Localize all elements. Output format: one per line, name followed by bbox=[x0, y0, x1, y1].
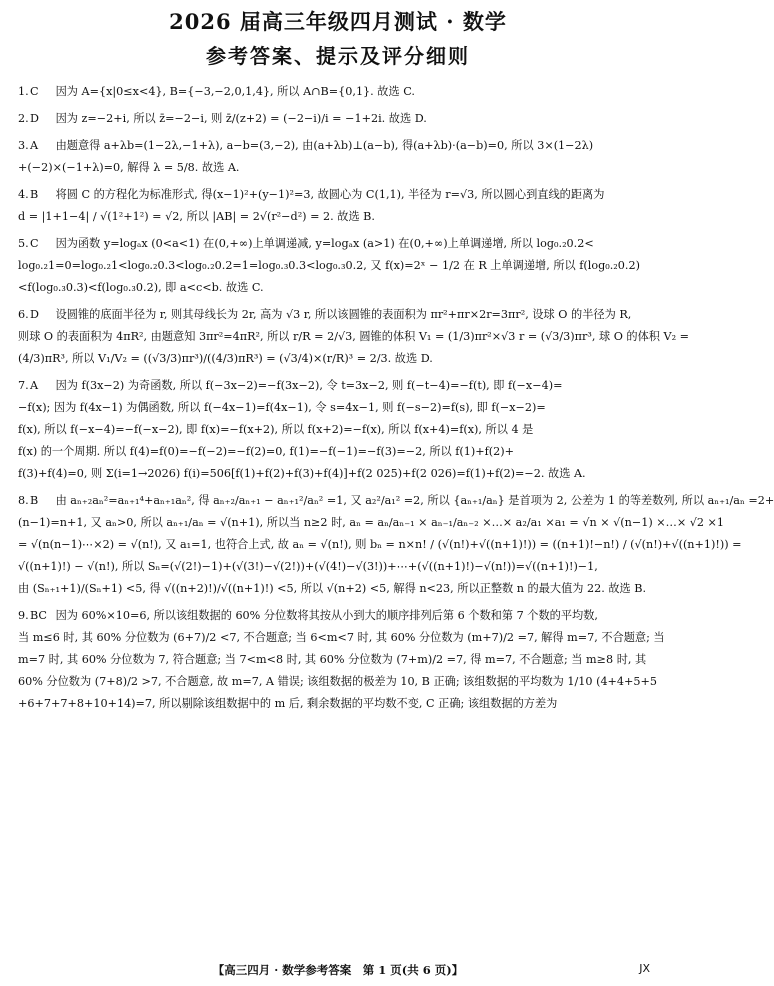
question-answer: C bbox=[30, 237, 39, 250]
question-number: 8. bbox=[18, 494, 29, 507]
answer-item-9 bbox=[18, 608, 665, 712]
question-number: 7. bbox=[18, 379, 29, 392]
explanation-line: f(3)+f(4)=0, 则 Σ(i=1→2026) f(i)=506[f(1)+f(2)+f(3)+f(4)]+f(2 025)+f(2 026)=f(1)+f(2)=−2. 故选 A. bbox=[18, 467, 586, 480]
explanation-line: 因为 z=−2+i, 所以 z̄=−2−i, 则 z̄/(z+2) = (−2−i)/i = −1+2i. 故选 D. bbox=[55, 112, 427, 125]
explanation-line: √((n+1)!) − √(n!), 所以 Sₙ=(√(2!)−1)+(√(3!)−√(2!))+(√(4!)−√(3!))+⋯+(√((n+1)!)−√(n!))=√((n+1)!)−1, bbox=[18, 560, 598, 573]
explanation-line: 设圆锥的底面半径为 r, 则其母线长为 2r, 高为 √3 r, 所以该圆锥的表面积为 πr²+πr×2r=3πr², 设球 O 的半径为 R, bbox=[55, 308, 632, 321]
footer-text: 【高三四月 · 数学参考答案 第 1 页(共 6 页)】 bbox=[212, 963, 464, 977]
question-number: 4. bbox=[18, 188, 29, 201]
document-subtitle: 参考答案、提示及评分细则 bbox=[206, 44, 470, 68]
explanation-line: 60% 分位数为 (7+8)/2 >7, 不合题意, 故 m=7, A 错误; 该组数据的极差为 10, B 正确; 该组数据的平均数为 1/10 (4+4+5+5 bbox=[18, 675, 658, 688]
question-answer: A bbox=[30, 379, 39, 392]
explanation-line: f(x), 所以 f(−x−4)=−f(−x−2), 即 f(x)=−f(x+2), 所以 f(x+2)=−f(x), 所以 f(x+4)=f(x), 所以 4 是 bbox=[18, 423, 534, 436]
explanation-line: f(x) 的一个周期. 所以 f(4)=f(0)=−f(−2)=−f(2)=0, f(1)=−f(−1)=−f(3)=−2, 所以 f(1)+f(2)+ bbox=[18, 445, 514, 458]
question-answer: C bbox=[30, 85, 39, 98]
explanation-line: m=7 时, 其 60% 分位数为 7, 符合题意; 当 7<m<8 时, 其 60% 分位数为 (7+m)/2 =7, 得 m=7, 不合题意; 当 m≥8 时, 其 bbox=[18, 653, 647, 666]
question-number: 1. bbox=[18, 85, 29, 98]
document-title: 2026 届高三年级四月测试 · 数学 bbox=[169, 9, 507, 34]
explanation-line: 因为 f(3x−2) 为奇函数, 所以 f(−3x−2)=−f(3x−2), 令 t=3x−2, 则 f(−t−4)=−f(t), 即 f(−x−4)= bbox=[55, 379, 563, 392]
answer-item-6 bbox=[18, 307, 690, 367]
answer-item-4 bbox=[18, 187, 658, 225]
answer-item-2 bbox=[18, 111, 658, 127]
explanation-line: 由 aₙ₊₂aₙ²=aₙ₊₁⁴+aₙ₊₁aₙ², 得 aₙ₊₂/aₙ₊₁ − aₙ₊₁²/aₙ² =1, 又 a₂²/a₁² =2, 所以 {aₙ₊₁/aₙ} 是首项为 2, 公差为 1 的等差数列, 所以 aₙ₊₁/aₙ =2+ bbox=[55, 494, 774, 507]
explanation-line: +(−2)×(−1+λ)=0, 解得 λ = 5/8. 故选 A. bbox=[18, 161, 240, 174]
explanation-line: 由题意得 a+λb=(1−2λ,−1+λ), a−b=(3,−2), 由(a+λb)⊥(a−b), 得(a+λb)·(a−b)=0, 所以 3×(1−2λ) bbox=[55, 139, 594, 152]
question-answer: B bbox=[30, 188, 39, 201]
answer-item-7 bbox=[18, 378, 658, 482]
explanation-line: d = |1+1−4| / √(1²+1²) = √2, 所以 |AB| = 2√(r²−d²) = 2. 故选 B. bbox=[18, 210, 375, 223]
explanation-line: 因为函数 y=logₐx (0<a<1) 在(0,+∞)上单调递减, y=logₐx (a>1) 在(0,+∞)上单调递增, 所以 log₀.₂0.2< bbox=[55, 237, 594, 250]
explanation-line: 由 (Sₙ₊₁+1)/(Sₙ+1) <5, 得 √((n+2)!)/√((n+1)!) <5, 所以 √(n+2) <5, 解得 n<23, 所以正整数 n 的最大值为 22. 故选 B. bbox=[18, 582, 647, 595]
explanation-line: = √(n(n−1)⋯×2) = √(n!), 又 a₁=1, 也符合上式, 故 aₙ = √(n!), 则 bₙ = n×n! / (√(n!)+√((n+1)!)) = ((n+1)!−n!) / (√(n!)+√((n+1)!)) = bbox=[18, 538, 742, 551]
question-number: 6. bbox=[18, 308, 29, 321]
answer-item-1 bbox=[18, 84, 658, 100]
question-answer: B bbox=[30, 494, 39, 507]
explanation-line: (n−1)=n+1, 又 aₙ>0, 所以 aₙ₊₁/aₙ = √(n+1), 所以当 n≥2 时, aₙ = aₙ/aₙ₋₁ × aₙ₋₁/aₙ₋₂ ×…× a₂/a₁ ×a₁ = √n × √(n−1) ×…× √2 ×1 bbox=[18, 516, 725, 529]
question-number: 2. bbox=[18, 112, 29, 125]
explanation-line: log₀.₂1=0=log₀.₂1<log₀.₂0.3<log₀.₂0.2=1=log₀.₃0.3<log₀.₃0.2, 又 f(x)=2ˣ − 1/2 在 R 上单调递增, 所以 f(log₀.₂0.2) bbox=[18, 259, 640, 272]
question-answer: D bbox=[30, 112, 39, 125]
explanation-line: +6+7+7+8+10+14)=7, 所以剔除该组数据中的 m 后, 剩余数据的平均数不变, C 正确; 该组数据的方差为 bbox=[18, 697, 558, 710]
question-number: 3. bbox=[18, 139, 29, 152]
question-number: 5. bbox=[18, 237, 29, 250]
explanation-line: 将圆 C 的方程化为标准形式, 得(x−1)²+(y−1)²=3, 故圆心为 C(1,1), 半径为 r=√3, 所以圆心到直线的距离为 bbox=[55, 188, 605, 201]
explanation-line: 因为 60%×10=6, 所以该组数据的 60% 分位数将其按从小到大的顺序排列后第 6 个数和第 7 个数的平均数, bbox=[55, 609, 598, 622]
answer-item-3 bbox=[18, 138, 658, 176]
explanation-line: −f(x); 因为 f(4x−1) 为偶函数, 所以 f(−4x−1)=f(4x−1), 令 s=4x−1, 则 f(−s−2)=f(s), 即 f(−x−2)= bbox=[18, 401, 546, 414]
question-answer: D bbox=[30, 308, 39, 321]
answer-item-8 bbox=[18, 493, 774, 597]
answer-list bbox=[18, 84, 774, 712]
explanation-line: 当 m≤6 时, 其 60% 分位数为 (6+7)/2 <7, 不合题意; 当 6<m<7 时, 其 60% 分位数为 (m+7)/2 =7, 解得 m=7, 不合题意; 当 bbox=[18, 631, 665, 644]
question-answer: A bbox=[30, 139, 39, 152]
explanation-line: (4/3)πR³, 所以 V₁/V₂ = ((√3/3)πr³)/((4/3)πR³) = (√3/4)×(r/R)³ = 2/3. 故选 D. bbox=[18, 352, 433, 365]
explanation-line: 因为 A={x|0≤x<4}, B={−3,−2,0,1,4}, 所以 A∩B={0,1}. 故选 C. bbox=[55, 85, 415, 98]
footer-code: JX bbox=[639, 962, 650, 975]
explanation-line: <f(log₀.₃0.3)<f(log₀.₃0.2), 即 a<c<b. 故选 C. bbox=[18, 281, 264, 294]
question-number: 9. bbox=[18, 609, 29, 622]
question-answer: BC bbox=[30, 609, 47, 622]
answer-item-5 bbox=[18, 236, 658, 296]
explanation-line: 则球 O 的表面积为 4πR², 由题意知 3πr²=4πR², 所以 r/R = 2/√3, 圆锥的体积 V₁ = (1/3)πr²×√3 r = (√3/3)πr³, 球 O 的体积 V₂ = bbox=[18, 330, 690, 343]
